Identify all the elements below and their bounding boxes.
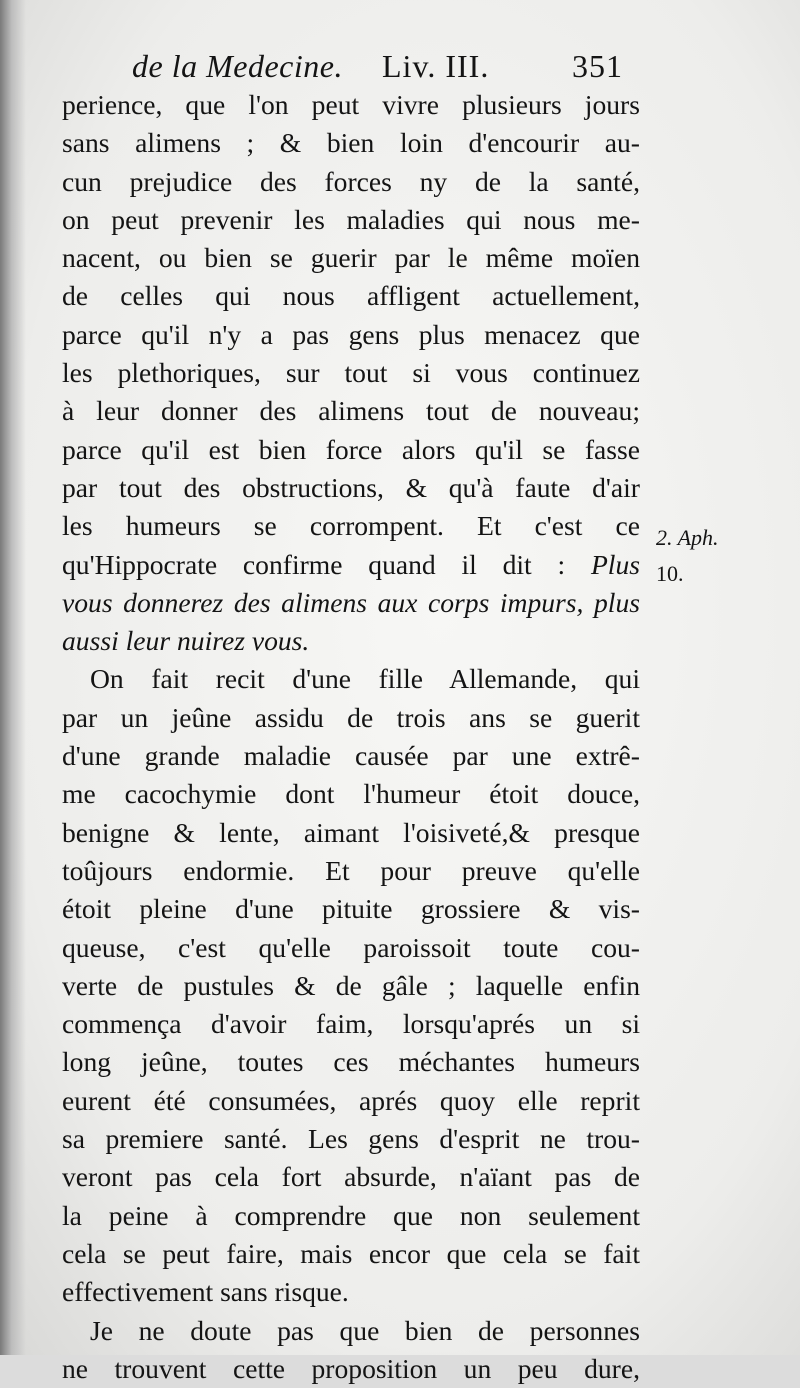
- margin-reference-number: 10.: [656, 561, 684, 586]
- text-line-roman: On fait recit d'une fille Allemande, qui: [90, 663, 640, 695]
- text-line: [62, 1350, 640, 1388]
- text-line-roman: effectivement sans risque.: [62, 1276, 349, 1308]
- text-line-roman: parce qu'il est bien force alors qu'il se fasse: [62, 433, 640, 465]
- text-line-roman: d'une grande maladie causée par une extrê-: [62, 740, 640, 772]
- text-line: [62, 852, 640, 890]
- text-line: [62, 316, 640, 354]
- text-line-roman: long jeûne, toutes ces méchantes humeurs: [62, 1046, 640, 1078]
- text-line-roman: les humeurs se corrompent. Et c'est ce: [62, 510, 640, 542]
- text-line-italic: vous donnerez des alimens aux corps impurs, plus: [62, 586, 640, 618]
- text-line: [62, 1120, 640, 1158]
- text-line-roman: les plethoriques, sur tout si vous continuez: [62, 357, 640, 389]
- text-line-roman: par un jeûne assidu de trois ans se guerit: [62, 701, 640, 733]
- text-line-italic: Plus: [590, 548, 640, 580]
- running-title: de la Medecine.: [132, 48, 343, 84]
- text-line-roman: étoit pleine d'une pituite grossiere & vis-: [62, 893, 640, 925]
- text-line: [62, 86, 640, 124]
- text-line: [62, 507, 640, 545]
- text-line-roman: veront pas cela fort absurde, n'aïant pas de: [62, 1161, 640, 1193]
- book-number: Liv. III.: [382, 48, 490, 84]
- text-line: [62, 737, 640, 775]
- text-line-roman: commença d'avoir faim, lorsqu'aprés un si: [62, 1008, 640, 1040]
- text-line-roman: parce qu'il n'y a pas gens plus menacez que: [62, 318, 640, 350]
- text-line-roman: eurent été consumées, aprés quoy elle reprit: [62, 1084, 640, 1116]
- text-line: [62, 660, 640, 698]
- text-line: [62, 890, 640, 928]
- text-line: [62, 354, 640, 392]
- text-line: [62, 622, 640, 660]
- text-line-roman: toûjours endormie. Et pour preuve qu'elle: [62, 854, 640, 886]
- page-number: 351: [572, 48, 623, 84]
- text-line: [62, 124, 640, 162]
- text-line: [62, 967, 640, 1005]
- text-line: [62, 929, 640, 967]
- text-line: [62, 1158, 640, 1196]
- text-line: [62, 1197, 640, 1235]
- text-line: [62, 584, 640, 622]
- text-line: [62, 201, 640, 239]
- text-line: [62, 814, 640, 852]
- text-line: [62, 1273, 640, 1311]
- text-line: [62, 392, 640, 430]
- text-line: [62, 277, 640, 315]
- text-line-roman: à leur donner des alimens tout de nouveau;: [62, 395, 640, 427]
- text-line: [62, 1235, 640, 1273]
- text-line-roman: par tout des obstructions, & qu'à faute d'air: [62, 471, 640, 503]
- text-line-roman: sans alimens ; & bien loin d'encourir au-: [62, 127, 640, 159]
- text-line-roman: la peine à comprendre que non seulement: [62, 1199, 640, 1231]
- text-line: [62, 163, 640, 201]
- text-line: [62, 469, 640, 507]
- text-line: [62, 239, 640, 277]
- binding-shadow: [0, 0, 26, 1355]
- text-line-roman: sa premiere santé. Les gens d'esprit ne trou-: [62, 1123, 640, 1155]
- text-line-roman: cela se peut faire, mais encor que cela se fait: [62, 1237, 640, 1269]
- text-line-roman: benigne & lente, aimant l'oisiveté,& presque: [62, 816, 640, 848]
- text-line: [62, 1082, 640, 1120]
- text-line-roman: on peut prevenir les maladies qui nous me-: [62, 203, 640, 235]
- text-line: [62, 1043, 640, 1081]
- text-line-roman: queuse, c'est qu'elle paroissoit toute cou-: [62, 931, 640, 963]
- text-line-roman: ne trouvent cette proposition un peu dure,: [62, 1352, 640, 1384]
- text-line: [62, 546, 640, 584]
- text-line-roman: Je ne doute pas que bien de personnes: [90, 1314, 640, 1346]
- text-line-roman: verte de pustules & de gâle ; laquelle enfin: [62, 969, 640, 1001]
- text-line-roman: nacent, ou bien se guerir par le même moïen: [62, 242, 640, 274]
- text-line-italic: aussi leur nuirez vous.: [62, 625, 310, 657]
- text-line: [62, 1005, 640, 1043]
- text-line-roman: cun prejudice des forces ny de la santé,: [62, 165, 640, 197]
- text-line-roman: de celles qui nous affligent actuellement,: [62, 280, 640, 312]
- text-line-roman: me cacochymie dont l'humeur étoit douce,: [62, 778, 640, 810]
- text-line-roman: qu'Hippocrate confirme quand il dit :: [62, 548, 591, 580]
- margin-reference: 2. Aph.: [656, 525, 719, 550]
- margin-note: [656, 520, 766, 592]
- body-text: [62, 86, 640, 1388]
- text-line: [62, 775, 640, 813]
- text-line-roman: perience, que l'on peut vivre plusieurs jours: [62, 89, 640, 120]
- text-line: [62, 1312, 640, 1350]
- text-line: [62, 431, 640, 469]
- text-line: [62, 699, 640, 737]
